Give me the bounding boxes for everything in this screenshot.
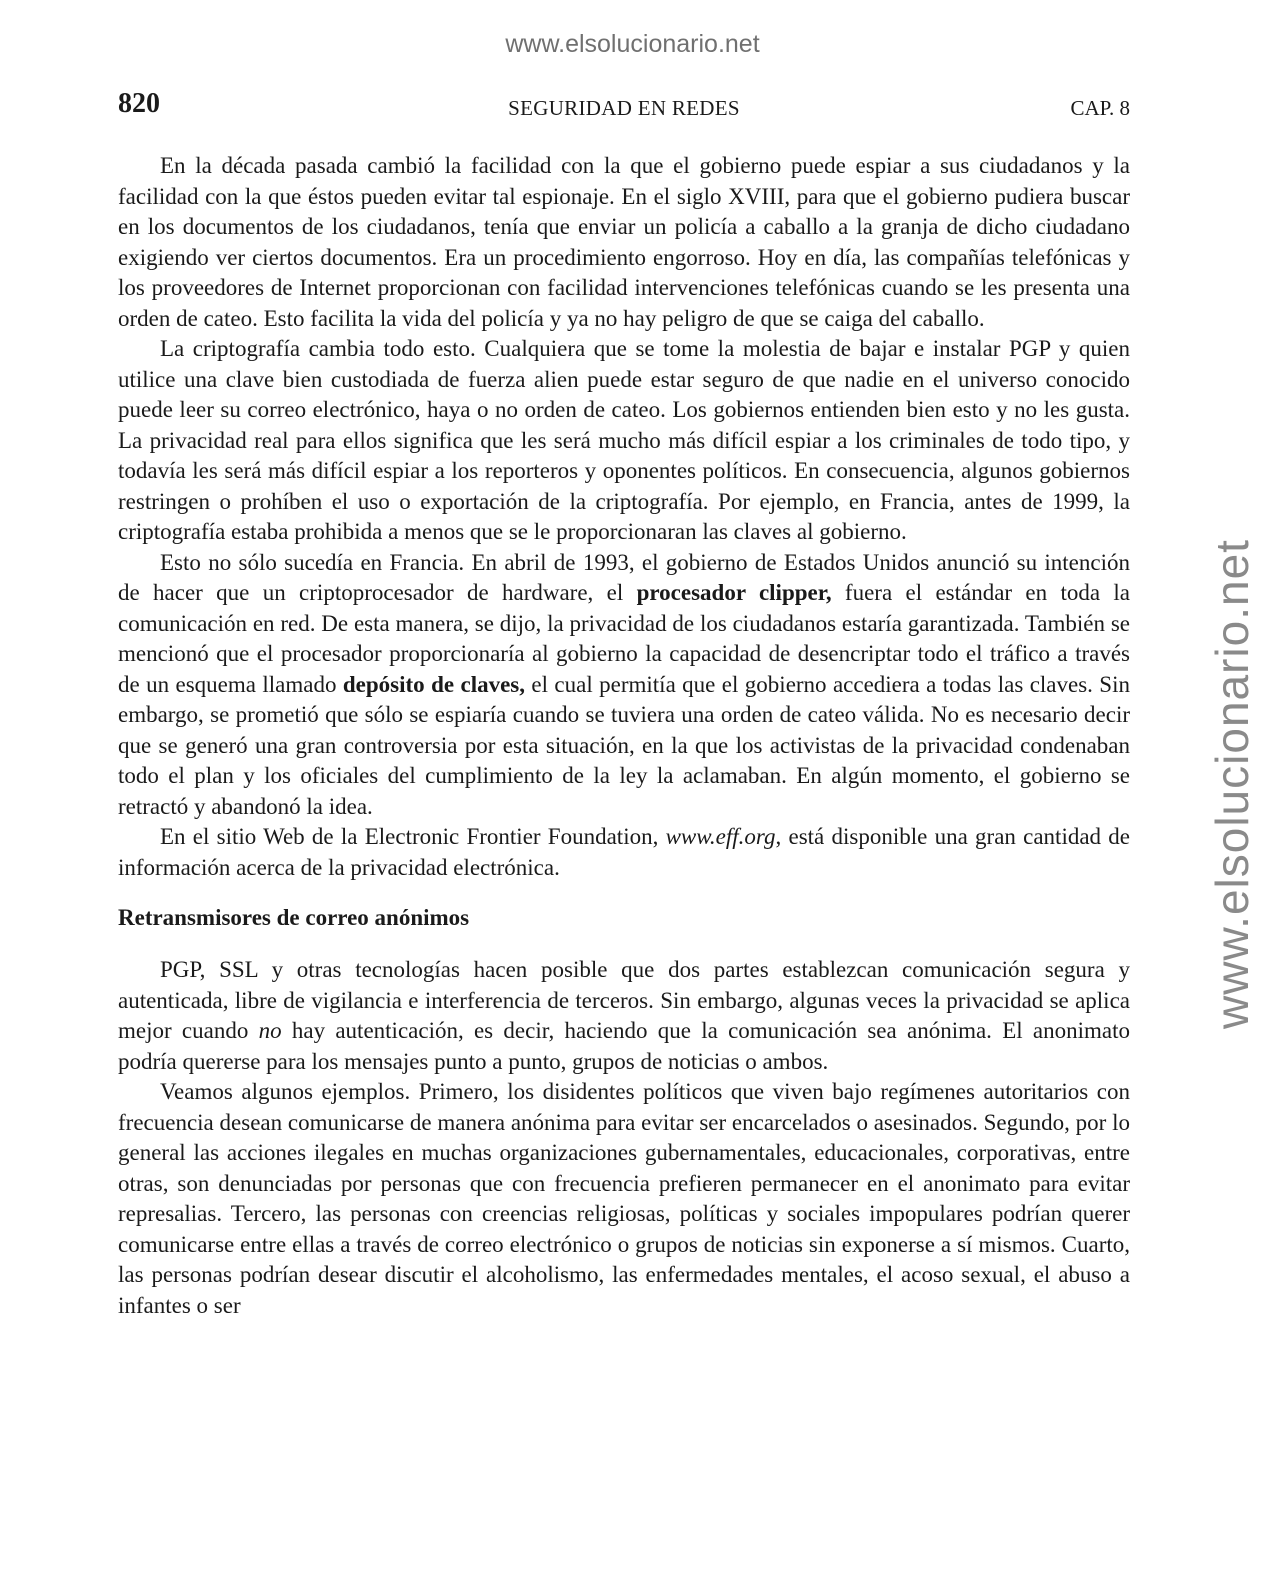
paragraph-text: Veamos algunos ejemplos. Primero, los disidentes políticos que viven bajo regímenes autoritarios con frecuencia desean comunicarse de manera anónima para evitar ser encarcelados o asesinados. Segundo, por lo general las acciones ilegales en muchas organizaciones gubernamentales, educacionales, corporativas, entre otras, son denunciadas por personas que con frecuencia prefieren permanecer en el anonimato para evitar represalias. Tercero, las personas con creencias religiosas, políticas y sociales impopulares podrían querer comunicarse entre ellas a través de correo electrónico o grupos de noticias sin exponerse a sí mismos. Cuarto, las personas podrían desear discutir el alcoholismo, las enfermedades mentales, el acoso sexual, el abuso a infantes o ser <box>118 1079 1130 1318</box>
watermark-top: www.elsolucionario.net <box>505 30 760 58</box>
eff-url: www.eff.org <box>665 824 776 849</box>
term-procesador-clipper: procesador clipper, <box>636 580 832 605</box>
paragraph-text: , está disponible una gran cantidad de información acerca de la privacidad electrónica. <box>118 824 1131 880</box>
paragraph-text: el cual permitía que el gobierno accediera a todas las claves. Sin embargo, se prometió que sólo se espiaría cuando se tuviera una orden de cateo válida. No es necesario decir que se generó una gran controversia por esta situación, en la que los activistas de la privacidad condenaban todo el plan y los oficiales del cumplimiento de la ley la aclamaban. En algún momento, el gobierno se retractó y abandonó la idea. <box>118 671 1130 819</box>
paragraph-text: Esto no sólo sucedía en Francia. En abril de 1993, el gobierno de Estados Unidos anunció su intención de hacer que un criptoprocesador de hardware, el <box>118 549 1130 605</box>
term-deposito-de-claves: depósito de claves, <box>342 671 526 697</box>
chapter-label: CAP. 8 <box>1070 96 1130 120</box>
body-text <box>118 151 1130 1321</box>
paragraph-text: hay autenticación, es decir, haciendo que la comunicación sea anónima. El anonimato podría quererse para los mensajes punto a punto, grupos de noticias o ambos. <box>118 1018 1130 1074</box>
section-heading: Retransmisores de correo anónimos <box>118 905 470 930</box>
paragraph <box>118 822 1130 883</box>
paragraph-text: PGP, SSL y otras tecnologías hacen posible que dos partes establezcan comunicación segura y autenticada, libre de vigilancia e interferencia de terceros. Sin embargo, algunas veces la privacidad se aplica mejor cuando <box>118 957 1130 1043</box>
paragraph-text: En el sitio Web de la Electronic Frontier Foundation, <box>160 824 666 849</box>
running-head <box>118 88 1130 124</box>
watermark-side: www.elsolucionario.net <box>1206 539 1258 1029</box>
running-title: SEGURIDAD EN REDES <box>508 96 740 120</box>
paragraph-text: fuera el estándar en toda la comunicación en red. De esta manera, se dijo, la privacidad de los ciudadanos estaría garantizada. También se mencionó que el procesador proporcionaría al gobierno la capacidad de desencriptar todo el tráfico a través de un esquema llamado <box>118 580 1130 697</box>
paragraph <box>118 334 1130 548</box>
paragraph <box>118 151 1130 334</box>
paragraph <box>118 1077 1130 1321</box>
page-number: 820 <box>118 88 160 119</box>
paragraph-text: La criptografía cambia todo esto. Cualquiera que se tome la molestia de bajar e instalar PGP y quien utilice una clave bien custodiada de fuerza alien puede estar seguro de que nadie en el universo conocido puede leer su correo electrónico, haya o no orden de cateo. Los gobiernos entienden bien esto y no les gusta. La privacidad real para ellos significa que les será mucho más difícil espiar a los criminales de todo tipo, y todavía les será más difícil espiar a los reporteros y oponentes políticos. En consecuencia, algunos gobiernos restringen o prohíben el uso o exportación de la criptografía. Por ejemplo, en Francia, antes de 1999, la criptografía estaba prohibida a menos que se le proporcionaran las claves al gobierno. <box>118 336 1130 544</box>
paragraph <box>118 955 1130 1077</box>
paragraph <box>118 548 1130 823</box>
emphasis-no: no <box>258 1018 282 1043</box>
paragraph-text: En la década pasada cambió la facilidad con la que el gobierno puede espiar a sus ciudadanos y la facilidad con la que éstos pueden evitar tal espionaje. En el siglo XVIII, para que el gobierno pudiera buscar en los documentos de los ciudadanos, tenía que enviar un policía a caballo a la granja de dicho ciudadano exigiendo ver ciertos documentos. Era un procedimiento engorroso. Hoy en día, las compañías telefónicas y los proveedores de Internet proporcionan con facilidad intervenciones telefónicas cuando se les presenta una orden de cateo. Esto facilita la vida del policía y ya no hay peligro de que se caiga del caballo. <box>118 153 1130 331</box>
